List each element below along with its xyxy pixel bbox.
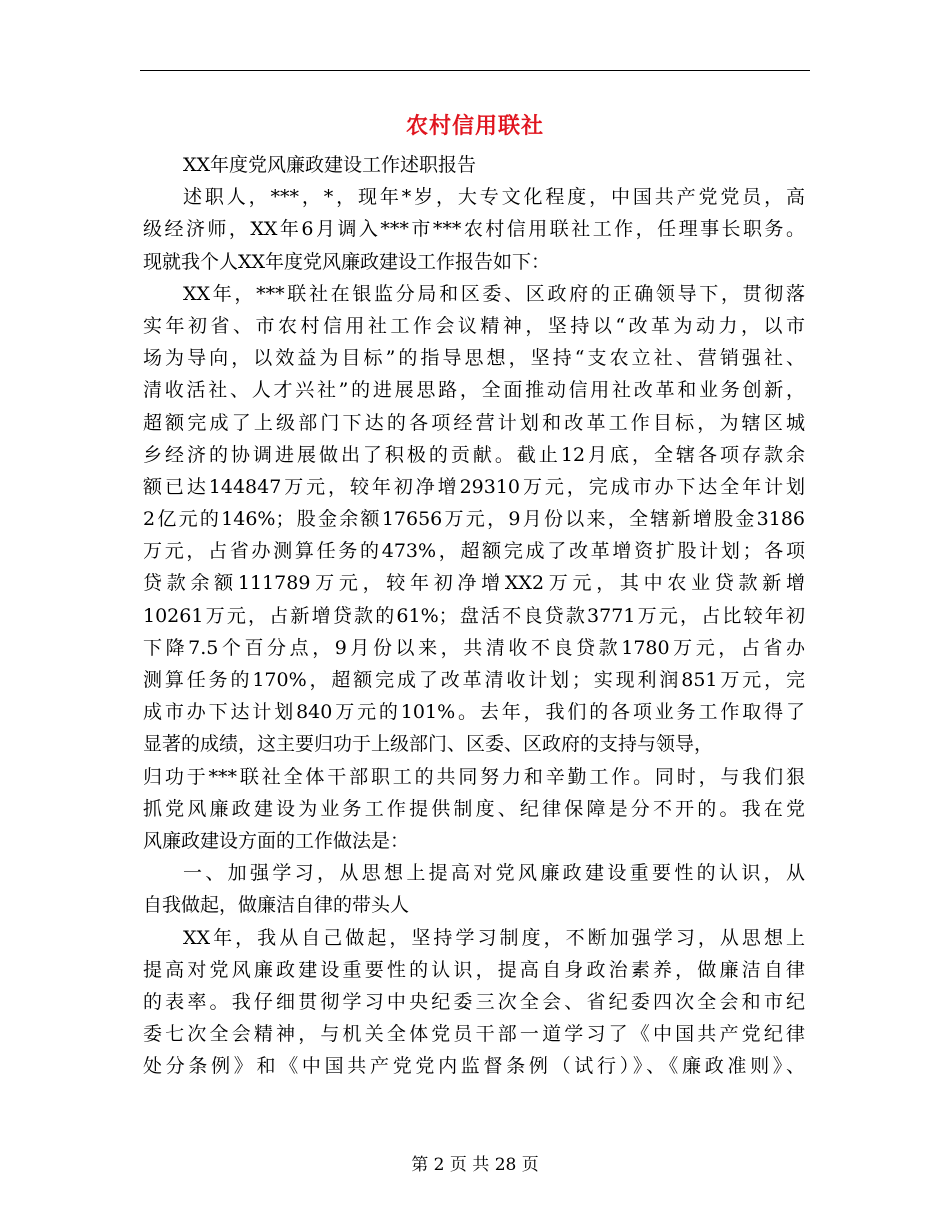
body-line: 2亿元的146%；股金余额17656万元，9月份以来，全辖新增股金3186 xyxy=(143,508,805,531)
body-line: 超额完成了上级部门下达的各项经营计划和改革工作目标，为辖区城 xyxy=(143,411,805,434)
body-line: 处分条例》和《中国共产党党内监督条例（试行）》、《廉政准则》、 xyxy=(143,1055,805,1078)
body-line: 提高对党风廉政建设重要性的认识，提高自身政治素养，做廉洁自律 xyxy=(143,958,805,981)
body-line: 测算任务的170%，超额完成了改革清收计划；实现利润851万元，完 xyxy=(143,669,805,691)
body-line: 归功于***联社全体干部职工的共同努力和辛勤工作。同时，与我们狠 xyxy=(143,765,805,788)
section-heading: 一、加强学习，从思想上提高对党风廉政建设重要性的认识，从 xyxy=(183,862,805,885)
document-title: 农村信用联社 xyxy=(405,113,544,139)
page-number: 第 2 页 共 28 页 xyxy=(411,1155,539,1175)
body-line: 现就我个人XX年度党风廉政建设工作报告如下： xyxy=(143,250,551,273)
body-line: XX年，我从自己做起，坚持学习制度，不断加强学习，从思想上 xyxy=(183,926,805,949)
body-line: 显著的成绩，这主要归功于上级部门、区委、区政府的支持与领导， xyxy=(143,733,714,756)
body-line: 场为导向，以效益为目标”的指导思想，坚持“支农立社、营销强社、 xyxy=(143,347,805,370)
body-line: 乡经济的协调进展做出了积极的贡献。截止12月底，全辖各项存款余 xyxy=(143,443,805,466)
body-line: 清收活社、人才兴社”的进展思路，全面推动信用社改革和业务创新， xyxy=(143,379,805,402)
body-line: 万元，占省办测算任务的473%，超额完成了改革增资扩股计划；各项 xyxy=(143,540,805,563)
body-line: 10261万元，占新增贷款的61%；盘活不良贷款3771万元，占比较年初 xyxy=(143,604,805,627)
body-line: 风廉政建设方面的工作做法是： xyxy=(143,829,410,852)
document-body xyxy=(143,149,823,1082)
body-line: 委七次全会精神，与机关全体党员干部一道学习了《中国共产党纪律 xyxy=(143,1023,805,1046)
body-line: 成市办下达计划840万元的101%。去年，我们的各项业务工作取得了 xyxy=(143,701,805,724)
report-heading: XX年度党风廉政建设工作述职报告 xyxy=(183,154,477,176)
body-line: 额已达144847万元，较年初净增29310万元，完成市办下达全年计划 xyxy=(143,475,805,498)
body-line: 的表率。我仔细贯彻学习中央纪委三次全会、省纪委四次全会和市纪 xyxy=(143,990,805,1013)
section-heading: 自我做起，做廉洁自律的带头人 xyxy=(143,894,410,917)
body-line: 实年初省、市农村信用社工作会议精神，坚持以“改革为动力，以市 xyxy=(143,314,805,337)
body-line: 述职人，***，*，现年*岁，大专文化程度，中国共产党党员，高 xyxy=(183,186,805,209)
body-line: 级经济师，XX年6月调入***市***农村信用联社工作，任理事长职务。 xyxy=(143,218,805,241)
body-line: XX年，***联社在银监分局和区委、区政府的正确领导下，贯彻落 xyxy=(183,282,805,305)
header-rule xyxy=(140,70,810,71)
body-line: 下降7.5个百分点，9月份以来，共清收不良贷款1780万元，占省办 xyxy=(143,636,805,659)
body-line: 贷款余额111789万元，较年初净增XX2万元，其中农业贷款新增 xyxy=(143,572,805,595)
body-line: 抓党风廉政建设为业务工作提供制度、纪律保障是分不开的。我在党 xyxy=(143,797,805,820)
